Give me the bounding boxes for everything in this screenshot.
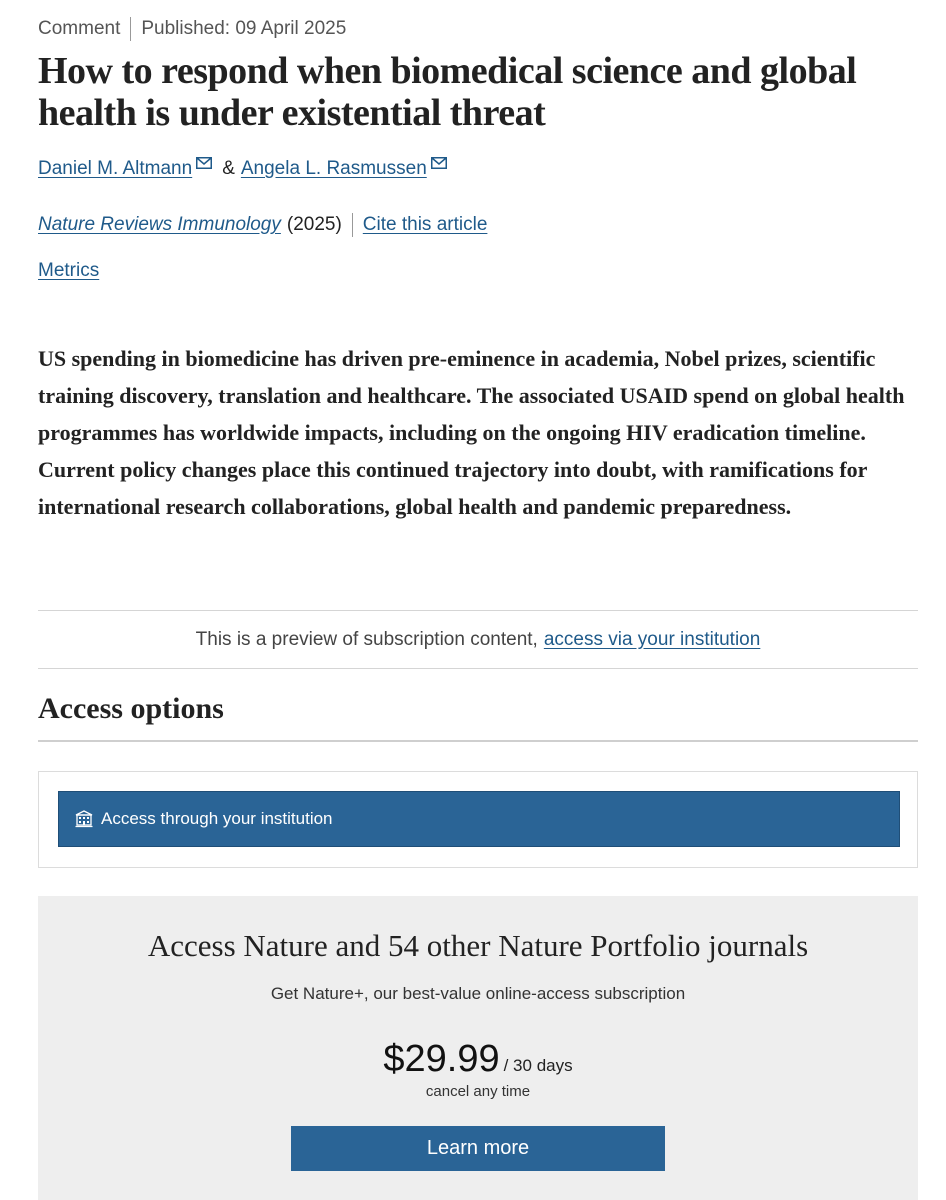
subscription-offer-panel [38, 896, 918, 1200]
access-through-institution-button[interactable] [58, 791, 900, 847]
article-type: Comment [38, 18, 121, 39]
author-link-altmann[interactable]: Daniel M. Altmann [38, 158, 193, 179]
offer-title: Access Nature and 54 other Nature Portfolio journals [147, 928, 809, 963]
meta-divider [130, 17, 131, 41]
publish-date: Published: 09 April 2025 [141, 18, 347, 39]
metrics-link[interactable]: Metrics [38, 260, 100, 281]
journal-divider [352, 213, 353, 237]
price-row [38, 1038, 918, 1081]
preview-text: This is a preview of subscription content, [195, 628, 538, 650]
access-divider [38, 740, 918, 742]
institution-access-link[interactable]: access via your institution [543, 628, 761, 650]
offer-price: $29.99 [383, 1038, 500, 1080]
journal-link[interactable]: Nature Reviews Immunology [38, 214, 281, 235]
article-meta [38, 16, 346, 42]
article-title: How to respond when biomedical science and global health is under existential threat [38, 50, 857, 134]
cite-article-link[interactable]: Cite this article [362, 214, 488, 235]
learn-more-button[interactable]: Learn more [291, 1126, 665, 1171]
author-link-rasmussen[interactable]: Angela L. Rasmussen [240, 158, 427, 179]
institution-access-card [38, 771, 918, 868]
offer-cancel-note: cancel any time [425, 1083, 531, 1100]
author-list [38, 158, 447, 180]
mail-icon[interactable] [431, 157, 447, 169]
article-abstract: US spending in biomedicine has driven pre-eminence in academia, Nobel prizes, scientific training discovery, translation and healthcare. The associated USAID spend on global health programmes has worldwide impacts, including on the ongoing HIV eradication timeline. Current policy changes place this continued trajectory into doubt, with ramifications for international research collaborations, global health and pandemic preparedness. [38, 346, 905, 519]
mail-icon[interactable] [196, 157, 212, 169]
institution-button-label: Access through your institution [101, 809, 333, 828]
institution-icon [75, 810, 93, 828]
author-separator: & [222, 158, 235, 179]
offer-period: / 30 days [503, 1056, 573, 1075]
offer-subtitle: Get Nature+, our best-value online-access subscription [270, 984, 686, 1003]
access-options-heading: Access options [38, 692, 224, 725]
publication-year: (2025) [286, 214, 342, 235]
preview-notice [38, 610, 918, 669]
journal-row [38, 213, 487, 237]
